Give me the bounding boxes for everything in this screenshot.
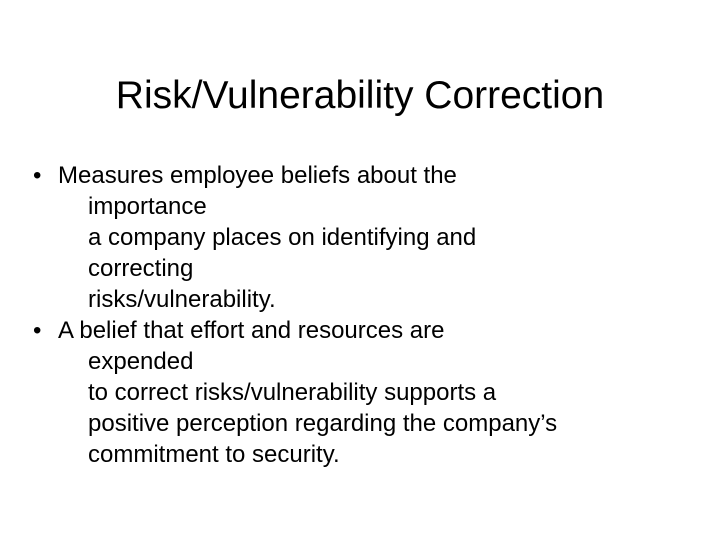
bullet-text-line: expended bbox=[88, 348, 194, 375]
bullet-text-line: A belief that effort and resources are bbox=[58, 317, 445, 344]
bullet-text-line: positive perception regarding the company’s bbox=[88, 410, 558, 437]
bullet-list bbox=[0, 160, 720, 470]
bullet-item-belief bbox=[0, 315, 720, 470]
bullet-text-line: correcting bbox=[88, 255, 194, 282]
bullet-marker-icon: • bbox=[33, 317, 42, 344]
bullet-text-line: importance bbox=[88, 193, 207, 220]
bullet-text-line: to correct risks/vulnerability supports a bbox=[88, 379, 497, 406]
bullet-text-line: risks/vulnerability. bbox=[88, 286, 276, 313]
slide-title: Risk/Vulnerability Correction bbox=[115, 74, 605, 117]
bullet-text-line: Measures employee beliefs about the bbox=[58, 162, 457, 189]
bullet-text-line: commitment to security. bbox=[88, 441, 340, 468]
bullet-text-line: a company places on identifying and bbox=[88, 224, 477, 251]
bullet-marker-icon: • bbox=[33, 162, 42, 189]
bullet-item-measures bbox=[0, 160, 720, 315]
